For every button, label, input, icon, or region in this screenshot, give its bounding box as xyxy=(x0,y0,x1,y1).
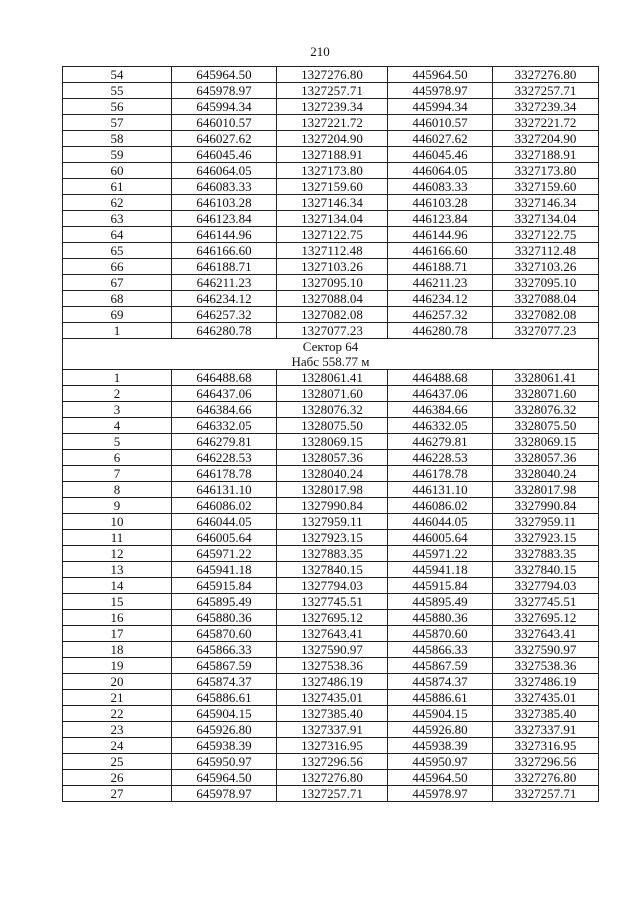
table-row xyxy=(63,658,599,674)
page-number: 210 xyxy=(310,44,330,59)
x2-coordinate-cell: 446178.78 xyxy=(388,466,493,482)
point-number-cell: 55 xyxy=(63,83,172,99)
x2-coordinate-cell: 446123.84 xyxy=(388,211,493,227)
table-row xyxy=(63,243,599,259)
x2-coordinate-cell: 446010.57 xyxy=(388,115,493,131)
x1-coordinate-cell: 646045.46 xyxy=(172,147,277,163)
y2-coordinate-cell: 3327276.80 xyxy=(493,770,599,786)
y2-coordinate-cell: 3327257.71 xyxy=(493,786,599,802)
y2-coordinate-cell: 3328040.24 xyxy=(493,466,599,482)
x2-coordinate-cell: 445904.15 xyxy=(388,706,493,722)
point-number-cell: 10 xyxy=(63,514,172,530)
x1-coordinate-cell: 645915.84 xyxy=(172,578,277,594)
point-number-cell: 66 xyxy=(63,259,172,275)
x1-coordinate-cell: 646488.68 xyxy=(172,370,277,386)
x1-coordinate-cell: 645870.60 xyxy=(172,626,277,642)
y1-coordinate-cell: 1327122.75 xyxy=(277,227,388,243)
table-row xyxy=(63,67,599,83)
y2-coordinate-cell: 3327883.35 xyxy=(493,546,599,562)
point-number-cell: 25 xyxy=(63,754,172,770)
y2-coordinate-cell: 3327257.71 xyxy=(493,83,599,99)
point-number-cell: 17 xyxy=(63,626,172,642)
y1-coordinate-cell: 1327221.72 xyxy=(277,115,388,131)
table-row xyxy=(63,626,599,642)
x1-coordinate-cell: 646166.60 xyxy=(172,243,277,259)
y2-coordinate-cell: 3327082.08 xyxy=(493,307,599,323)
y2-coordinate-cell: 3327695.12 xyxy=(493,610,599,626)
x2-coordinate-cell: 446086.02 xyxy=(388,498,493,514)
x1-coordinate-cell: 646103.28 xyxy=(172,195,277,211)
y1-coordinate-cell: 1327112.48 xyxy=(277,243,388,259)
point-number-cell: 61 xyxy=(63,179,172,195)
y1-coordinate-cell: 1327840.15 xyxy=(277,562,388,578)
x1-coordinate-cell: 645866.33 xyxy=(172,642,277,658)
x1-coordinate-cell: 645941.18 xyxy=(172,562,277,578)
y2-coordinate-cell: 3327159.60 xyxy=(493,179,599,195)
table-row xyxy=(63,786,599,802)
x2-coordinate-cell: 445895.49 xyxy=(388,594,493,610)
sector-area: Набс 558.77 м xyxy=(291,354,370,369)
table-row xyxy=(63,722,599,738)
table-row xyxy=(63,594,599,610)
y2-coordinate-cell: 3328069.15 xyxy=(493,434,599,450)
x2-coordinate-cell: 446332.05 xyxy=(388,418,493,434)
y1-coordinate-cell: 1328040.24 xyxy=(277,466,388,482)
table-row xyxy=(63,307,599,323)
x2-coordinate-cell: 446027.62 xyxy=(388,131,493,147)
y1-coordinate-cell: 1327794.03 xyxy=(277,578,388,594)
y1-coordinate-cell: 1327538.36 xyxy=(277,658,388,674)
y1-coordinate-cell: 1328071.60 xyxy=(277,386,388,402)
point-number-cell: 57 xyxy=(63,115,172,131)
x1-coordinate-cell: 646005.64 xyxy=(172,530,277,546)
sector-cell xyxy=(63,339,599,370)
x2-coordinate-cell: 446211.23 xyxy=(388,275,493,291)
x1-coordinate-cell: 645938.39 xyxy=(172,738,277,754)
y2-coordinate-cell: 3327923.15 xyxy=(493,530,599,546)
table-row xyxy=(63,402,599,418)
x1-coordinate-cell: 646010.57 xyxy=(172,115,277,131)
table-row xyxy=(63,179,599,195)
y1-coordinate-cell: 1327590.97 xyxy=(277,642,388,658)
y1-coordinate-cell: 1327088.04 xyxy=(277,291,388,307)
x2-coordinate-cell: 445971.22 xyxy=(388,546,493,562)
point-number-cell: 13 xyxy=(63,562,172,578)
table-row xyxy=(63,674,599,690)
table-row xyxy=(63,259,599,275)
x1-coordinate-cell: 646279.81 xyxy=(172,434,277,450)
table-row xyxy=(63,147,599,163)
x2-coordinate-cell: 446384.66 xyxy=(388,402,493,418)
y1-coordinate-cell: 1327276.80 xyxy=(277,770,388,786)
table-row xyxy=(63,291,599,307)
point-number-cell: 60 xyxy=(63,163,172,179)
y1-coordinate-cell: 1327316.95 xyxy=(277,738,388,754)
x2-coordinate-cell: 446488.68 xyxy=(388,370,493,386)
table-row xyxy=(63,482,599,498)
x2-coordinate-cell: 445915.84 xyxy=(388,578,493,594)
x1-coordinate-cell: 646123.84 xyxy=(172,211,277,227)
point-number-cell: 16 xyxy=(63,610,172,626)
point-number-cell: 11 xyxy=(63,530,172,546)
table-row xyxy=(63,514,599,530)
y1-coordinate-cell: 1328061.41 xyxy=(277,370,388,386)
y2-coordinate-cell: 3327239.34 xyxy=(493,99,599,115)
table-row xyxy=(63,610,599,626)
point-number-cell: 63 xyxy=(63,211,172,227)
x1-coordinate-cell: 646178.78 xyxy=(172,466,277,482)
x2-coordinate-cell: 446144.96 xyxy=(388,227,493,243)
point-number-cell: 21 xyxy=(63,690,172,706)
point-number-cell: 1 xyxy=(63,370,172,386)
x1-coordinate-cell: 646064.05 xyxy=(172,163,277,179)
x1-coordinate-cell: 646228.53 xyxy=(172,450,277,466)
table-row xyxy=(63,498,599,514)
table-row xyxy=(63,163,599,179)
point-number-cell: 62 xyxy=(63,195,172,211)
x2-coordinate-cell: 445886.61 xyxy=(388,690,493,706)
x2-coordinate-cell: 445867.59 xyxy=(388,658,493,674)
table-row xyxy=(63,450,599,466)
x2-coordinate-cell: 446083.33 xyxy=(388,179,493,195)
point-number-cell: 56 xyxy=(63,99,172,115)
point-number-cell: 18 xyxy=(63,642,172,658)
y1-coordinate-cell: 1327159.60 xyxy=(277,179,388,195)
x1-coordinate-cell: 646083.33 xyxy=(172,179,277,195)
y2-coordinate-cell: 3327385.40 xyxy=(493,706,599,722)
y1-coordinate-cell: 1328076.32 xyxy=(277,402,388,418)
y1-coordinate-cell: 1327134.04 xyxy=(277,211,388,227)
x1-coordinate-cell: 646188.71 xyxy=(172,259,277,275)
table-row xyxy=(63,115,599,131)
table-row xyxy=(63,131,599,147)
y1-coordinate-cell: 1327385.40 xyxy=(277,706,388,722)
y2-coordinate-cell: 3327276.80 xyxy=(493,67,599,83)
table-row xyxy=(63,211,599,227)
table-row xyxy=(63,578,599,594)
y2-coordinate-cell: 3327435.01 xyxy=(493,690,599,706)
x1-coordinate-cell: 646131.10 xyxy=(172,482,277,498)
y1-coordinate-cell: 1327643.41 xyxy=(277,626,388,642)
table-row xyxy=(63,275,599,291)
x1-coordinate-cell: 645895.49 xyxy=(172,594,277,610)
y1-coordinate-cell: 1327276.80 xyxy=(277,67,388,83)
y1-coordinate-cell: 1327990.84 xyxy=(277,498,388,514)
x1-coordinate-cell: 645964.50 xyxy=(172,770,277,786)
y2-coordinate-cell: 3327173.80 xyxy=(493,163,599,179)
x1-coordinate-cell: 645964.50 xyxy=(172,67,277,83)
y1-coordinate-cell: 1327239.34 xyxy=(277,99,388,115)
sector-row xyxy=(63,339,599,370)
table-row xyxy=(63,418,599,434)
y1-coordinate-cell: 1327435.01 xyxy=(277,690,388,706)
y2-coordinate-cell: 3327486.19 xyxy=(493,674,599,690)
table-row xyxy=(63,434,599,450)
point-number-cell: 23 xyxy=(63,722,172,738)
coordinates-block-2 xyxy=(63,370,599,802)
y2-coordinate-cell: 3327095.10 xyxy=(493,275,599,291)
table-row xyxy=(63,706,599,722)
table-row xyxy=(63,99,599,115)
x2-coordinate-cell: 445978.97 xyxy=(388,786,493,802)
x1-coordinate-cell: 646027.62 xyxy=(172,131,277,147)
y2-coordinate-cell: 3327204.90 xyxy=(493,131,599,147)
table-row xyxy=(63,562,599,578)
point-number-cell: 5 xyxy=(63,434,172,450)
x2-coordinate-cell: 446166.60 xyxy=(388,243,493,259)
y1-coordinate-cell: 1327923.15 xyxy=(277,530,388,546)
y2-coordinate-cell: 3327337.91 xyxy=(493,722,599,738)
x1-coordinate-cell: 646211.23 xyxy=(172,275,277,291)
y1-coordinate-cell: 1327173.80 xyxy=(277,163,388,179)
x2-coordinate-cell: 446131.10 xyxy=(388,482,493,498)
y2-coordinate-cell: 3327990.84 xyxy=(493,498,599,514)
y2-coordinate-cell: 3327077.23 xyxy=(493,323,599,339)
y1-coordinate-cell: 1327959.11 xyxy=(277,514,388,530)
x2-coordinate-cell: 445870.60 xyxy=(388,626,493,642)
table-row xyxy=(63,195,599,211)
point-number-cell: 6 xyxy=(63,450,172,466)
x1-coordinate-cell: 646384.66 xyxy=(172,402,277,418)
x2-coordinate-cell: 445941.18 xyxy=(388,562,493,578)
x1-coordinate-cell: 646086.02 xyxy=(172,498,277,514)
table-row xyxy=(63,530,599,546)
y2-coordinate-cell: 3327794.03 xyxy=(493,578,599,594)
x1-coordinate-cell: 645874.37 xyxy=(172,674,277,690)
table-row xyxy=(63,370,599,386)
x2-coordinate-cell: 446045.46 xyxy=(388,147,493,163)
y2-coordinate-cell: 3327088.04 xyxy=(493,291,599,307)
x2-coordinate-cell: 445978.97 xyxy=(388,83,493,99)
y1-coordinate-cell: 1327204.90 xyxy=(277,131,388,147)
table-row xyxy=(63,770,599,786)
x2-coordinate-cell: 445866.33 xyxy=(388,642,493,658)
x1-coordinate-cell: 645880.36 xyxy=(172,610,277,626)
point-number-cell: 54 xyxy=(63,67,172,83)
x1-coordinate-cell: 646280.78 xyxy=(172,323,277,339)
y1-coordinate-cell: 1327296.56 xyxy=(277,754,388,770)
y2-coordinate-cell: 3327959.11 xyxy=(493,514,599,530)
x2-coordinate-cell: 445880.36 xyxy=(388,610,493,626)
x2-coordinate-cell: 446234.12 xyxy=(388,291,493,307)
point-number-cell: 26 xyxy=(63,770,172,786)
table-row xyxy=(63,323,599,339)
x2-coordinate-cell: 446437.06 xyxy=(388,386,493,402)
y2-coordinate-cell: 3327296.56 xyxy=(493,754,599,770)
y2-coordinate-cell: 3327134.04 xyxy=(493,211,599,227)
point-number-cell: 7 xyxy=(63,466,172,482)
point-number-cell: 2 xyxy=(63,386,172,402)
x2-coordinate-cell: 446228.53 xyxy=(388,450,493,466)
sector-header xyxy=(63,339,599,370)
y1-coordinate-cell: 1328069.15 xyxy=(277,434,388,450)
y2-coordinate-cell: 3327188.91 xyxy=(493,147,599,163)
x1-coordinate-cell: 645926.80 xyxy=(172,722,277,738)
coordinates-table xyxy=(62,66,599,802)
y1-coordinate-cell: 1328057.36 xyxy=(277,450,388,466)
y1-coordinate-cell: 1327146.34 xyxy=(277,195,388,211)
x1-coordinate-cell: 646257.32 xyxy=(172,307,277,323)
x2-coordinate-cell: 445874.37 xyxy=(388,674,493,690)
point-number-cell: 68 xyxy=(63,291,172,307)
y2-coordinate-cell: 3327840.15 xyxy=(493,562,599,578)
x1-coordinate-cell: 645994.34 xyxy=(172,99,277,115)
x2-coordinate-cell: 445964.50 xyxy=(388,67,493,83)
point-number-cell: 1 xyxy=(63,323,172,339)
y1-coordinate-cell: 1327257.71 xyxy=(277,83,388,99)
point-number-cell: 64 xyxy=(63,227,172,243)
x2-coordinate-cell: 446103.28 xyxy=(388,195,493,211)
point-number-cell: 12 xyxy=(63,546,172,562)
x2-coordinate-cell: 446005.64 xyxy=(388,530,493,546)
y2-coordinate-cell: 3328057.36 xyxy=(493,450,599,466)
y1-coordinate-cell: 1327337.91 xyxy=(277,722,388,738)
point-number-cell: 15 xyxy=(63,594,172,610)
x2-coordinate-cell: 446188.71 xyxy=(388,259,493,275)
table-row xyxy=(63,466,599,482)
y2-coordinate-cell: 3327538.36 xyxy=(493,658,599,674)
y2-coordinate-cell: 3328076.32 xyxy=(493,402,599,418)
y2-coordinate-cell: 3327221.72 xyxy=(493,115,599,131)
y2-coordinate-cell: 3327146.34 xyxy=(493,195,599,211)
x2-coordinate-cell: 446280.78 xyxy=(388,323,493,339)
point-number-cell: 27 xyxy=(63,786,172,802)
point-number-cell: 20 xyxy=(63,674,172,690)
y2-coordinate-cell: 3328017.98 xyxy=(493,482,599,498)
x1-coordinate-cell: 646144.96 xyxy=(172,227,277,243)
y2-coordinate-cell: 3327643.41 xyxy=(493,626,599,642)
y1-coordinate-cell: 1327695.12 xyxy=(277,610,388,626)
table-row xyxy=(63,642,599,658)
x2-coordinate-cell: 445950.97 xyxy=(388,754,493,770)
table-row xyxy=(63,83,599,99)
y2-coordinate-cell: 3327122.75 xyxy=(493,227,599,243)
x1-coordinate-cell: 645978.97 xyxy=(172,786,277,802)
y2-coordinate-cell: 3327112.48 xyxy=(493,243,599,259)
y1-coordinate-cell: 1327082.08 xyxy=(277,307,388,323)
x2-coordinate-cell: 445964.50 xyxy=(388,770,493,786)
point-number-cell: 67 xyxy=(63,275,172,291)
x2-coordinate-cell: 446044.05 xyxy=(388,514,493,530)
y2-coordinate-cell: 3328075.50 xyxy=(493,418,599,434)
table-row xyxy=(63,546,599,562)
x2-coordinate-cell: 445938.39 xyxy=(388,738,493,754)
y1-coordinate-cell: 1327095.10 xyxy=(277,275,388,291)
y1-coordinate-cell: 1327883.35 xyxy=(277,546,388,562)
x2-coordinate-cell: 445926.80 xyxy=(388,722,493,738)
x2-coordinate-cell: 446064.05 xyxy=(388,163,493,179)
y1-coordinate-cell: 1327077.23 xyxy=(277,323,388,339)
x1-coordinate-cell: 646437.06 xyxy=(172,386,277,402)
x1-coordinate-cell: 645950.97 xyxy=(172,754,277,770)
y1-coordinate-cell: 1328075.50 xyxy=(277,418,388,434)
point-number-cell: 22 xyxy=(63,706,172,722)
point-number-cell: 8 xyxy=(63,482,172,498)
x2-coordinate-cell: 446279.81 xyxy=(388,434,493,450)
y1-coordinate-cell: 1327257.71 xyxy=(277,786,388,802)
y1-coordinate-cell: 1327188.91 xyxy=(277,147,388,163)
table-row xyxy=(63,227,599,243)
table-row xyxy=(63,754,599,770)
point-number-cell: 3 xyxy=(63,402,172,418)
coordinates-block-1 xyxy=(63,67,599,339)
y1-coordinate-cell: 1328017.98 xyxy=(277,482,388,498)
y2-coordinate-cell: 3327316.95 xyxy=(493,738,599,754)
y2-coordinate-cell: 3328061.41 xyxy=(493,370,599,386)
point-number-cell: 65 xyxy=(63,243,172,259)
table-row xyxy=(63,738,599,754)
x1-coordinate-cell: 645886.61 xyxy=(172,690,277,706)
point-number-cell: 69 xyxy=(63,307,172,323)
point-number-cell: 24 xyxy=(63,738,172,754)
x1-coordinate-cell: 645867.59 xyxy=(172,658,277,674)
x1-coordinate-cell: 645971.22 xyxy=(172,546,277,562)
x1-coordinate-cell: 646234.12 xyxy=(172,291,277,307)
table-row xyxy=(63,690,599,706)
x1-coordinate-cell: 645978.97 xyxy=(172,83,277,99)
point-number-cell: 19 xyxy=(63,658,172,674)
y2-coordinate-cell: 3327590.97 xyxy=(493,642,599,658)
point-number-cell: 14 xyxy=(63,578,172,594)
y1-coordinate-cell: 1327745.51 xyxy=(277,594,388,610)
x2-coordinate-cell: 445994.34 xyxy=(388,99,493,115)
table-row xyxy=(63,386,599,402)
point-number-cell: 59 xyxy=(63,147,172,163)
x2-coordinate-cell: 446257.32 xyxy=(388,307,493,323)
y1-coordinate-cell: 1327486.19 xyxy=(277,674,388,690)
sector-title: Сектор 64 xyxy=(302,339,359,354)
y1-coordinate-cell: 1327103.26 xyxy=(277,259,388,275)
point-number-cell: 58 xyxy=(63,131,172,147)
point-number-cell: 9 xyxy=(63,498,172,514)
x1-coordinate-cell: 646332.05 xyxy=(172,418,277,434)
point-number-cell: 4 xyxy=(63,418,172,434)
y2-coordinate-cell: 3327745.51 xyxy=(493,594,599,610)
y2-coordinate-cell: 3327103.26 xyxy=(493,259,599,275)
y2-coordinate-cell: 3328071.60 xyxy=(493,386,599,402)
x1-coordinate-cell: 645904.15 xyxy=(172,706,277,722)
x1-coordinate-cell: 646044.05 xyxy=(172,514,277,530)
